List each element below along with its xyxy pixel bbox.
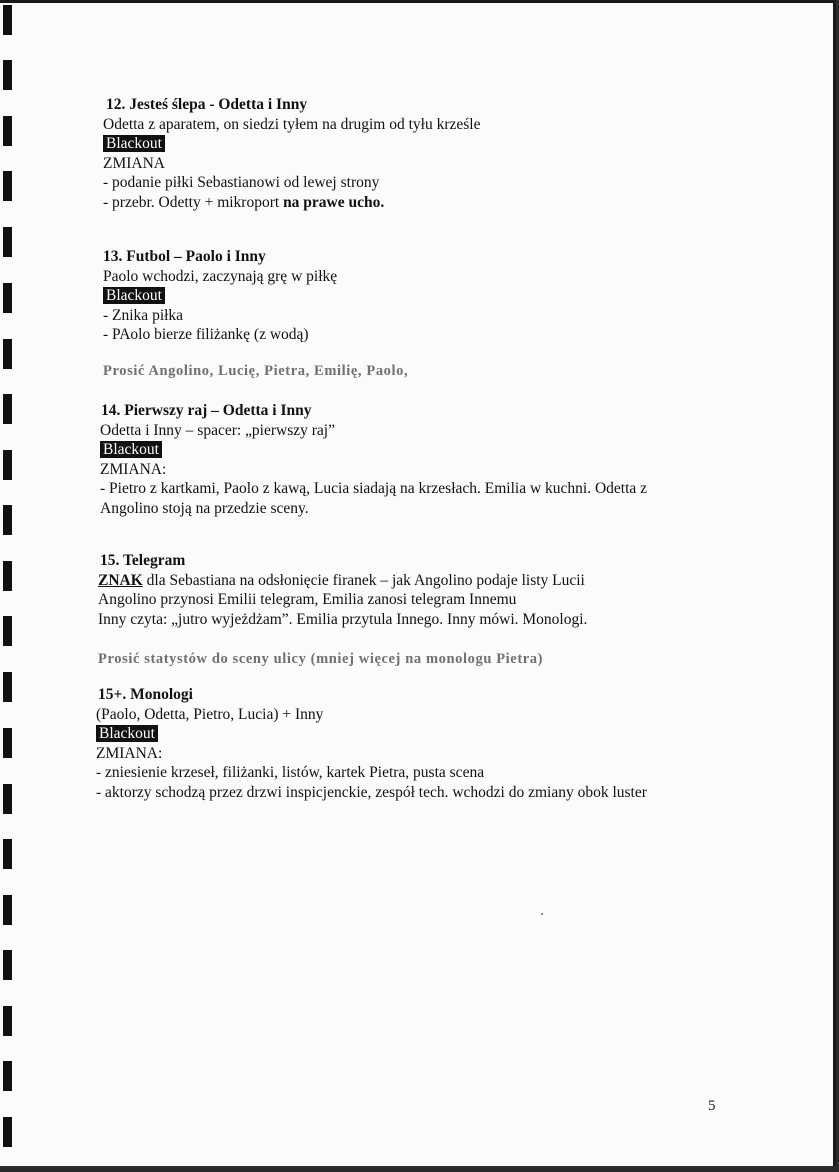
binding-hole bbox=[3, 616, 12, 646]
change-label: ZMIANA: bbox=[96, 744, 163, 762]
section-15 bbox=[97, 551, 737, 629]
binding-hole bbox=[3, 283, 12, 313]
change-label: ZMIANA bbox=[103, 154, 165, 172]
binding-hole bbox=[3, 339, 12, 369]
section-12 bbox=[97, 95, 737, 212]
section-15-plus bbox=[97, 685, 737, 802]
cue-label: ZNAK bbox=[98, 571, 143, 589]
list-item bbox=[103, 193, 737, 213]
section-heading: 13. Futbol – Paolo i Inny bbox=[103, 248, 266, 265]
list-item: - aktorzy schodzą przez drzwi inspicjenckie, zespół tech. wchodzi do zmiany obok luster bbox=[96, 783, 647, 801]
binding-hole bbox=[3, 672, 12, 702]
binding-holes bbox=[0, 3, 14, 1169]
scan-speck bbox=[541, 913, 543, 915]
section-14 bbox=[97, 401, 737, 518]
binding-hole bbox=[3, 950, 12, 980]
section-heading: 15+. Monologi bbox=[98, 686, 193, 703]
binding-hole bbox=[3, 728, 12, 758]
section-text: Angolino przynosi Emilii telegram, Emilia zanosi telegram Innemu bbox=[98, 591, 517, 608]
blackout-label: Blackout bbox=[96, 725, 158, 742]
binding-hole bbox=[3, 5, 12, 35]
binding-hole bbox=[3, 561, 12, 591]
blackout-label: Blackout bbox=[103, 135, 165, 152]
section-heading: 14. Pierwszy raj – Odetta i Inny bbox=[101, 402, 312, 419]
list-item: - zniesienie krzeseł, filiżanki, listów, kartek Pietra, pusta scena bbox=[96, 764, 485, 781]
binding-hole bbox=[3, 1006, 12, 1036]
binding-hole bbox=[3, 505, 12, 535]
section-text bbox=[98, 571, 737, 591]
section-heading: 15. Telegram bbox=[100, 552, 186, 569]
section-text: Odetta i Inny – spacer: „pierwszy raj” bbox=[100, 421, 335, 439]
binding-hole bbox=[3, 116, 12, 146]
blackout-label: Blackout bbox=[100, 441, 162, 458]
section-heading: 12. Jesteś ślepa - Odetta i Inny bbox=[106, 96, 308, 113]
section-13 bbox=[97, 247, 737, 345]
binding-hole bbox=[3, 1117, 12, 1147]
binding-hole bbox=[3, 1061, 12, 1091]
list-item: - podanie piłki Sebastianowi od lewej strony bbox=[103, 174, 380, 191]
staff-note: Prosić Angolino, Lucię, Pietra, Emilię, Paolo, bbox=[103, 363, 409, 379]
list-item-continuation: Angolino stoją na przedzie sceny. bbox=[100, 499, 309, 517]
section-text: Paolo wchodzi, zaczynają grę w piłkę bbox=[103, 267, 338, 285]
list-item-text: - przebr. Odetty + mikroport bbox=[103, 193, 284, 211]
blackout-label: Blackout bbox=[103, 287, 165, 304]
section-text: Odetta z aparatem, on siedzi tyłem na drugim od tyłu krześle bbox=[103, 115, 481, 133]
cue-text: dla Sebastiana na odsłonięcie firanek – jak Angolino podaje listy Lucii bbox=[142, 571, 585, 589]
list-item: - PAolo bierze filiżankę (z wodą) bbox=[103, 326, 309, 343]
list-item: - Pietro z kartkami, Paolo z kawą, Lucia siadają na krzesłach. Emilia w kuchni. Odetta z bbox=[100, 480, 648, 497]
binding-hole bbox=[3, 60, 12, 90]
binding-hole bbox=[3, 450, 12, 480]
binding-hole bbox=[3, 839, 12, 869]
change-label: ZMIANA: bbox=[100, 460, 167, 478]
binding-hole bbox=[3, 784, 12, 814]
binding-hole bbox=[3, 227, 12, 257]
staff-note: Prosić statystów do sceny ulicy (mniej więcej na monologu Pietra) bbox=[98, 651, 544, 667]
section-text: Inny czyta: „jutro wyjeżdżam”. Emilia przytula Innego. Inny mówi. Monologi. bbox=[98, 610, 588, 628]
binding-hole bbox=[3, 895, 12, 925]
binding-hole bbox=[3, 394, 12, 424]
emphasis-text: na prawe ucho. bbox=[283, 193, 385, 211]
binding-hole bbox=[3, 171, 12, 201]
list-item: - Znika piłka bbox=[103, 306, 184, 324]
section-text: (Paolo, Odetta, Pietro, Lucia) + Inny bbox=[96, 705, 324, 723]
page-number: 5 bbox=[708, 1098, 716, 1114]
